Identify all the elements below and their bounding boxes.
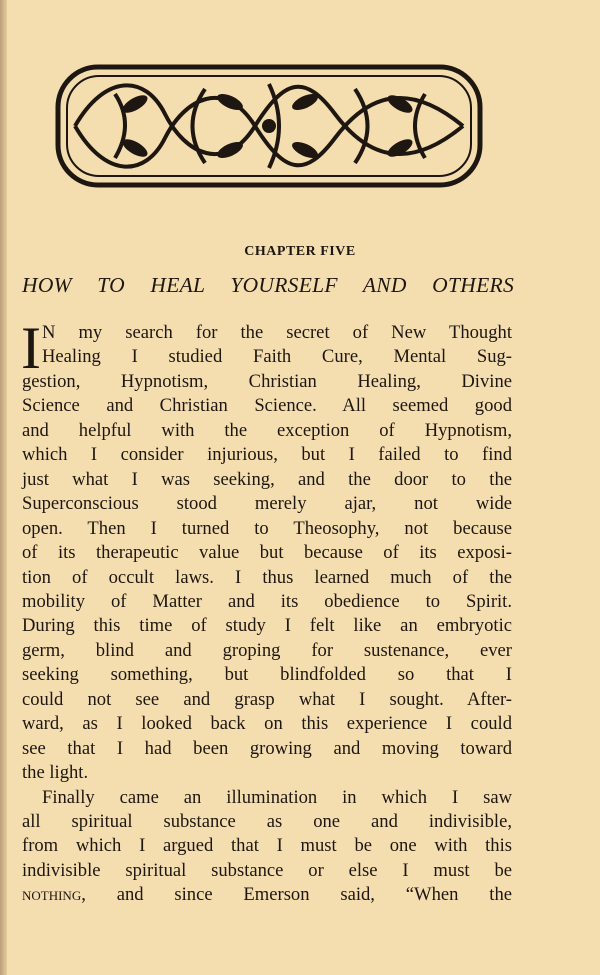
smallcaps-word: nothing <box>22 884 82 906</box>
text-line: open. Then I turned to Theosophy, not because <box>22 517 512 539</box>
text-line: During this time of study I felt like an embryotic <box>22 615 512 637</box>
text-line: from which I argued that I must be one with this <box>22 835 512 857</box>
text-line: could not see and grasp what I sought. After- <box>22 688 512 710</box>
text-line: and helpful with the exception of Hypnotism, <box>22 419 512 441</box>
text-line: ward, as I looked back on this experience I could <box>22 713 512 735</box>
text-line: indivisible spiritual substance or else I must be <box>22 859 512 881</box>
text-line: germ, blind and groping for sustenance, ever <box>22 639 512 661</box>
text-line: of its therapeutic value but because of its exposi- <box>22 542 512 564</box>
text-line <box>22 883 512 907</box>
page-edge <box>0 0 7 975</box>
text-line: Finally came an illumination in which I saw <box>42 786 512 808</box>
text-line: seeking something, but blindfolded so that I <box>22 664 512 686</box>
text-line: mobility of Matter and its obedience to Spirit. <box>22 590 512 612</box>
text-line: see that I had been growing and moving toward <box>22 737 512 759</box>
text-line: gestion, Hypnotism, Christian Healing, Divine <box>22 370 512 392</box>
text-line: tion of occult laws. I thus learned much of the <box>22 566 512 588</box>
text-line: Healing I studied Faith Cure, Mental Sug- <box>42 346 512 368</box>
text-line: Superconscious stood merely ajar, not wide <box>22 493 512 515</box>
text-line: which I consider injurious, but I failed to find <box>22 444 512 466</box>
text-line: just what I was seeking, and the door to the <box>22 468 512 490</box>
decorative-ornament <box>55 64 483 188</box>
line-rest: , and since Emerson said, “When the <box>81 884 512 906</box>
text-line: N my search for the secret of New Thought <box>42 322 512 343</box>
chapter-label: CHAPTER FIVE <box>244 244 356 259</box>
drop-cap: I <box>21 315 41 381</box>
text-line: the light. <box>22 762 89 784</box>
text-line: Science and Christian Science. All seemed good <box>22 395 512 417</box>
chapter-title: HOW TO HEAL YOURSELF AND OTHERS <box>22 273 514 297</box>
text-line: all spiritual substance as one and indivisible, <box>22 811 512 832</box>
